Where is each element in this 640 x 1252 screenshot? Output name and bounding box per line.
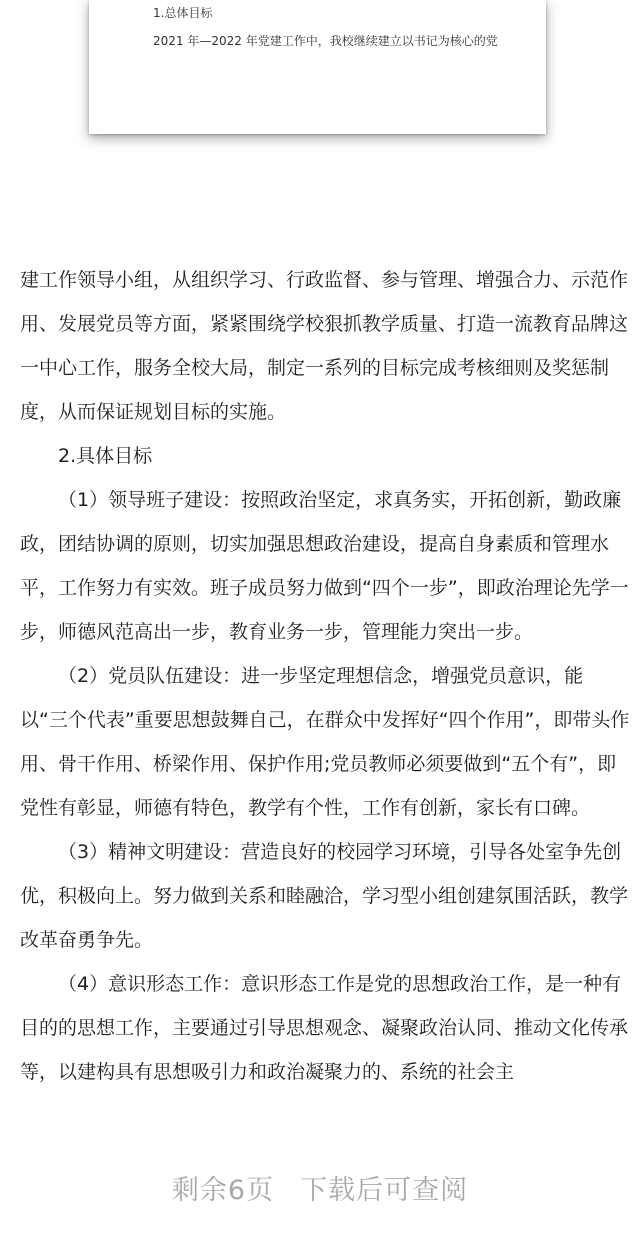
paragraph-leadership: （1）领导班子建设：按照政治坚定，求真务实，开拓创新，勤政廉政，团结协调的原则，切实加强思想政治建设，提高自身素质和管理水平，工作努力有实效。班子成员努力做到“四个一步”，即政治理论先学一步，师德风范高出一步，教育业务一步，管理能力突出一步。 (20, 489, 629, 643)
document-body (20, 258, 630, 1094)
paragraph-party-members: （2）党员队伍建设：进一步坚定理想信念，增强党员意识，能以“三个代表”重要思想鼓舞自己，在群众中发挥好“四个作用”，即带头作用、骨干作用、桥梁作用、保护作用;党员教师必须要做到“五个有”，即党性有彰显，师德有特色，教学有个性，工作有创新，家长有口碑。 (20, 665, 630, 819)
preview-text: 2021 年—2022 年党建工作中，我校继续建立以书记为核心的党 (153, 34, 498, 48)
paragraph-ideology: （4）意识形态工作：意识形态工作是党的思想政治工作，是一种有目的的思想工作，主要通过引导思想观念、凝聚政治认同、推动文化传承等，以建构具有思想吸引力和政治凝聚力的、系统的社会主 (20, 973, 629, 1083)
preview-heading: 1.总体目标 (153, 6, 213, 20)
download-to-read-label[interactable]: 下载后可查阅 (300, 1175, 469, 1206)
remaining-pages-label[interactable]: 剩余6页 (171, 1175, 275, 1206)
page-preview-card (89, 0, 546, 134)
paragraph-continuation: 建工作领导小组，从组织学习、行政监督、参与管理、增强合力、示范作用、发展党员等方面，紧紧围绕学校狠抓教学质量、打造一流教育品牌这一中心工作，服务全校大局，制定一系列的目标完成考核细则及奖惩制度，从而保证规划目标的实施。 (20, 269, 629, 423)
remaining-pages-prompt[interactable] (0, 1168, 640, 1207)
section-heading: 2.具体目标 (58, 445, 153, 467)
paragraph-spiritual-civilization: （3）精神文明建设：营造良好的校园学习环境，引导各处室争先创优，积极向上。努力做到关系和睦融洽，学习型小组创建氛围活跃，教学改革奋勇争先。 (20, 841, 629, 951)
